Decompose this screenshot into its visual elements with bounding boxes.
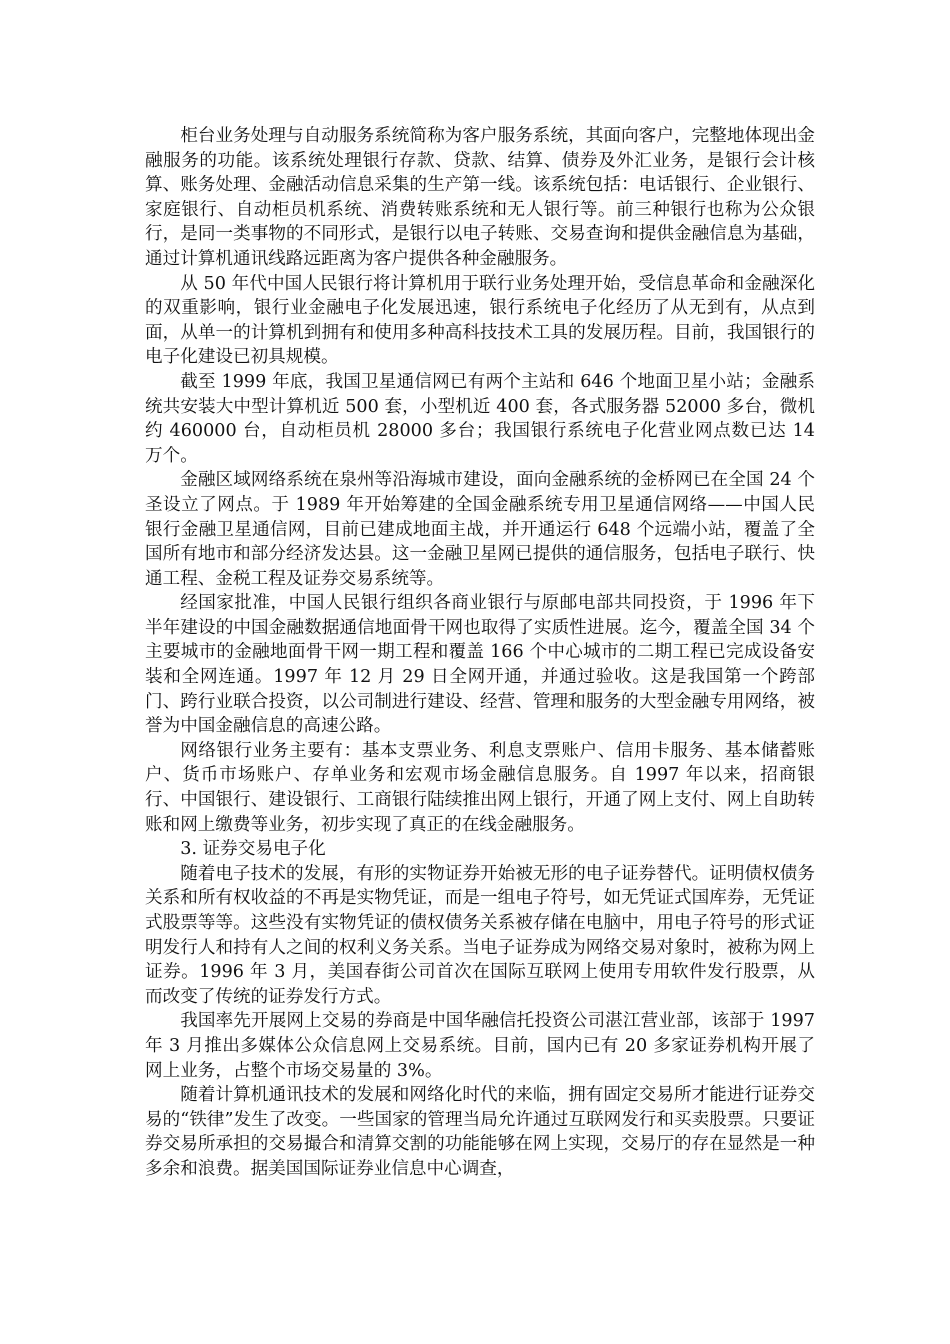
section-heading: 3. 证券交易电子化 bbox=[180, 839, 326, 860]
document-page bbox=[145, 124, 815, 1182]
paragraph-online-banking: 网络银行业务主要有：基本支票业务、利息支票账户、信用卡服务、基本储蓄账户、货币市场账户、存单业务和宏观市场金融信息服务。自 1997 年以来，招商银行、中国银行、建设银行、工商银行陆续推出网上银行，开通了网上支付、网上自助转账和网上缴费等业务，初步实现了真正的在线金融服务。 bbox=[145, 740, 815, 835]
paragraph-backbone-network: 经国家批准，中国人民银行组织各商业银行与原邮电部共同投资，于 1996 年下半年建设的中国金融数据通信地面骨干网也取得了实质性进展。迄今，覆盖全国 34 个主要城市的金融地面骨干网一期工程和覆盖 166 个中心城市的二期工程已完成设备安装和全网连通。1997 年 12 月 29 日全网开通，并通过验收。这是我国第一个跨部门、跨行业联合投资，以公司制进行建设、经营、管理和服务的大型金融专用网络，被誉为中国金融信息的高速公路。 bbox=[145, 593, 815, 737]
paragraph-customer-service-system: 柜台业务处理与自动服务系统简称为客户服务系统，其面向客户，完整地体现出金融服务的功能。该系统处理银行存款、贷款、结算、债券及外汇业务，是银行会计核算、账务处理、金融活动信息采集的生产第一线。该系统包括：电话银行、企业银行、家庭银行、自动柜员机系统、消费转账系统和无人银行等。前三种银行也称为公众银行，是同一类事物的不同形式，是银行以电子转账、交易查询和提供金融信息为基础，通过计算机通讯线路远距离为客户提供各种金融服务。 bbox=[145, 126, 815, 269]
paragraph-electronic-securities: 随着电子技术的发展，有形的实物证券开始被无形的电子证券替代。证明债权债务关系和所有权收益的不再是实物凭证，而是一组电子符号，如无凭证式国库券，无凭证式股票等等。这些没有实物凭证的债权债务关系被存储在电脑中，用电子符号的形式证明发行人和持有人之间的权利义务关系。当电子证券成为网络交易对象时，被称为网上证券。1996 年 3 月，美国春街公司首次在国际互联网上使用专用软件发行股票，从而改变了传统的证券发行方式。 bbox=[145, 863, 815, 1007]
paragraph-1999-statistics: 截至 1999 年底，我国卫星通信网已有两个主站和 646 个地面卫星小站；金融系统共安装大中型计算机近 500 套，小型机近 400 套，各式服务器 52000 多台，微机约 460000 台，自动柜员机 28000 多台；我国银行系统电子化营业网点数已达 14 万个。 bbox=[145, 371, 815, 466]
paragraph-online-trading-china: 我国率先开展网上交易的券商是中国华融信托投资公司湛江营业部，该部于 1997 年 3 月推出多媒体公众信息网上交易系统。目前，国内已有 20 多家证券机构开展了网上业务，占整个市场交易量的 3%。 bbox=[145, 1011, 815, 1081]
paragraph-exchange-change: 随着计算机通讯技术的发展和网络化时代的来临，拥有固定交易所才能进行证券交易的“铁律”发生了改变。一些国家的管理当局允许通过互联网发行和买卖股票。只要证券交易所承担的交易撮合和清算交割的功能能够在网上实现，交易厅的存在显然是一种多余和浪费。据美国国际证券业信息中心调查， bbox=[145, 1085, 815, 1179]
paragraph-bank-electronization-history: 从 50 年代中国人民银行将计算机用于联行业务处理开始，受信息革命和金融深化的双重影响，银行业金融电子化发展迅速，银行系统电子化经历了从无到有，从点到面，从单一的计算机到拥有和使用多种高科技技术工具的发展历程。目前，我国银行的电子化建设已初具规模。 bbox=[145, 273, 815, 368]
paragraph-financial-satellite-network: 金融区域网络系统在泉州等沿海城市建设，面向金融系统的金桥网已在全国 24 个圣设立了网点。于 1989 年开始筹建的全国金融系统专用卫星通信网络——中国人民银行金融卫星通信网，目前已建成地面主战，并开通运行 648 个远端小站，覆盖了全国所有地市和部分经济发达县。这一金融卫星网已提供的通信服务，包括电子联行、快通工程、金税工程及证券交易系统等。 bbox=[145, 470, 815, 589]
